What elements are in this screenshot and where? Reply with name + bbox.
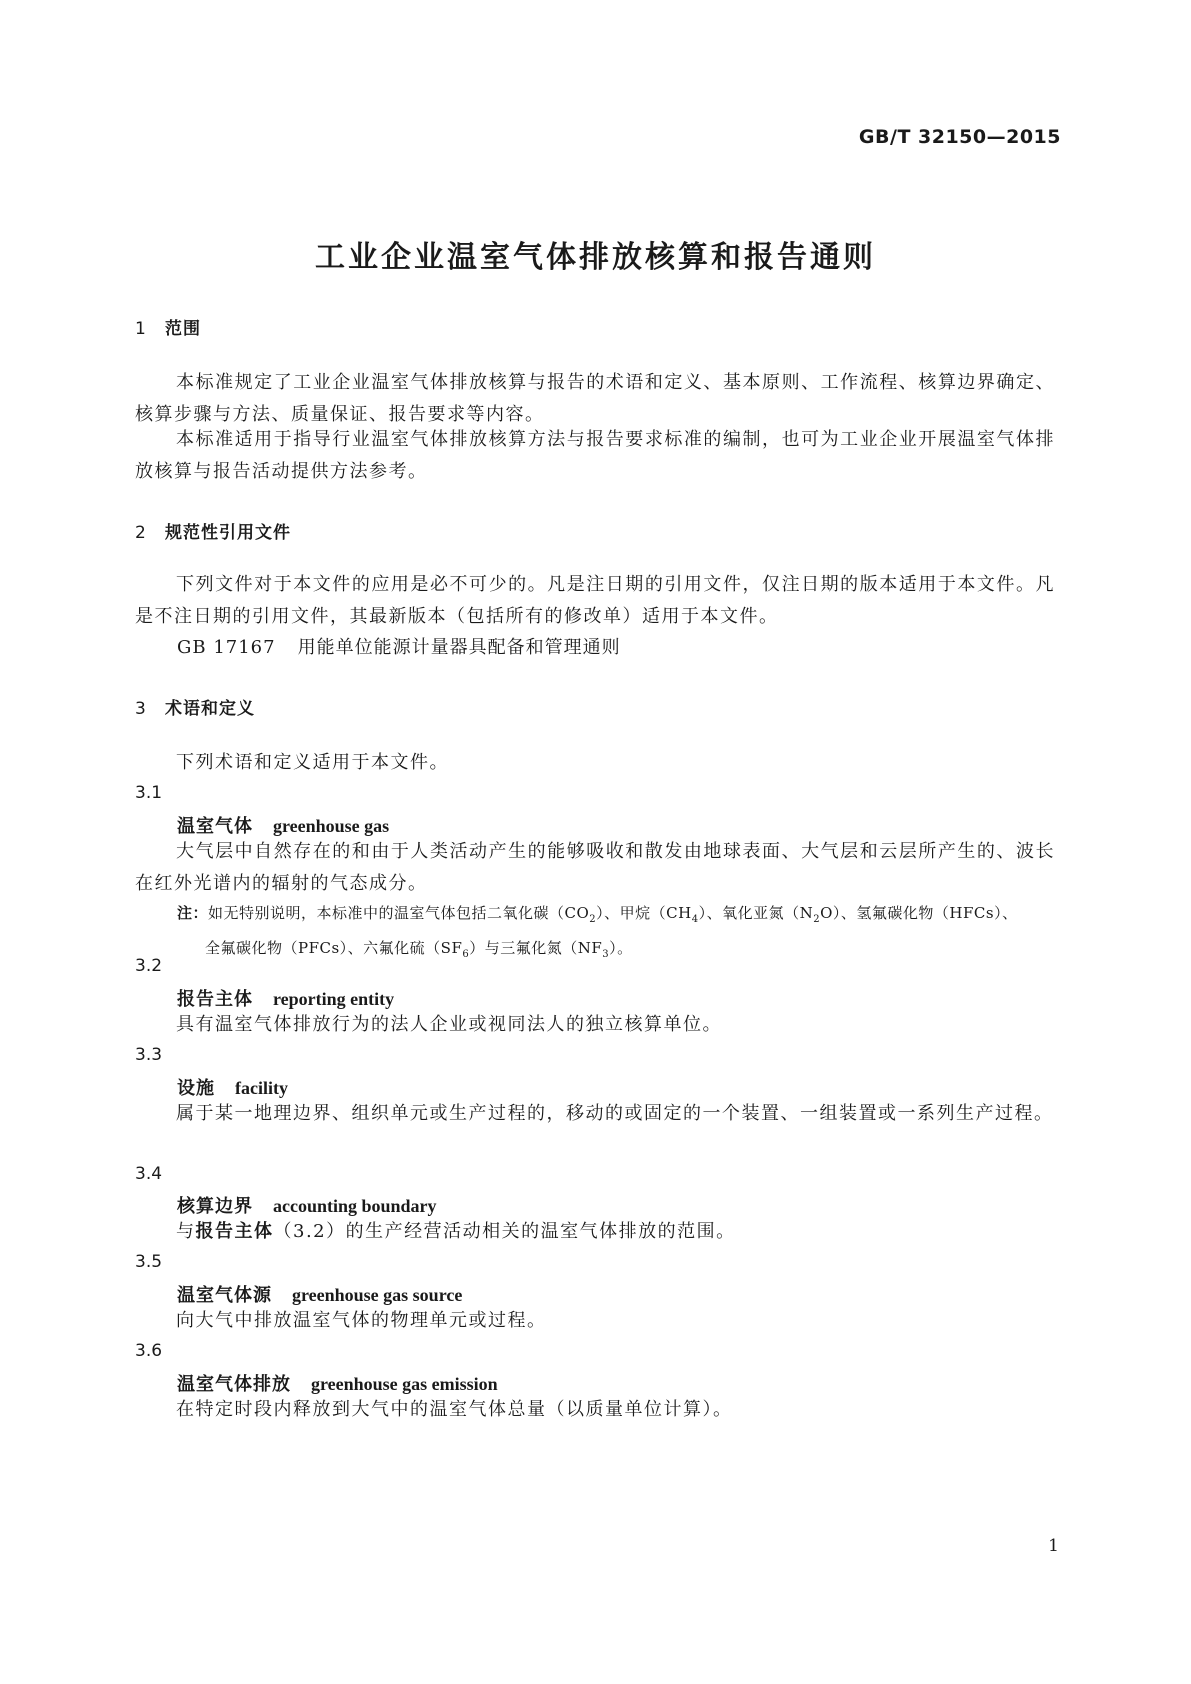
note-text: ）、氧化亚氮（N [698,904,814,922]
paragraph-text: 下列文件对于本文件的应用是必不可少的。凡是注日期的引用文件，仅注日期的版本适用于本文件。凡是不注日期的引用文件，其最新版本（包括所有的修改单）适用于本文件。 [135,574,1055,627]
term-zh: 设施 [177,1078,215,1099]
subscript: 2 [813,914,821,925]
term-en: greenhouse gas emission [311,1374,498,1394]
definition-text: （3.2）的生产经营活动相关的温室气体排放的范围。 [273,1221,736,1242]
definition-ref-term: 报告主体 [195,1221,274,1242]
page-number: 1 [1048,1536,1059,1556]
term-heading [177,1074,288,1100]
term-number: 3.6 [135,1341,163,1361]
term-en: greenhouse gas [273,816,390,836]
section-number: 2 [135,523,147,543]
term-zh: 报告主体 [177,989,253,1010]
definition-text: 与 [176,1221,196,1242]
section-heading-scope [135,314,201,339]
term-note [177,899,1057,969]
section-title: 术语和定义 [165,699,255,719]
term-heading [177,812,389,838]
section-heading-normative-references [135,518,291,543]
subscript: 4 [691,914,699,925]
note-label: 注： [177,904,209,922]
section-title: 规范性引用文件 [165,523,291,543]
note-text: ）。 [609,939,633,957]
term-en: greenhouse gas source [292,1285,463,1305]
term-heading [177,985,394,1011]
term-number: 3.1 [135,783,163,803]
definition-text: 具有温室气体排放行为的法人企业或视同法人的独立核算单位。 [176,1014,722,1035]
paragraph-text: 下列术语和定义适用于本文件。 [176,752,449,773]
note-text: 如无特别说明，本标准中的温室气体包括二氧化碳（CO [208,904,590,922]
definition-text: 向大气中排放温室气体的物理单元或过程。 [176,1310,547,1331]
term-heading [177,1192,437,1218]
paragraph-text: 本标准规定了工业企业温室气体排放核算与报告的术语和定义、基本原则、工作流程、核算边界确定、核算步骤与方法、质量保证、报告要求等内容。 [135,372,1055,425]
note-text: O）、氢氟碳化物（HFCs）、 [820,904,1018,922]
term-definition [135,1098,1055,1130]
section-number: 1 [135,319,147,339]
term-number: 3.4 [135,1164,163,1184]
definition-text: 属于某一地理边界、组织单元或生产过程的，移动的或固定的一个装置、一组装置或一系列生产过程。 [176,1103,1054,1124]
term-en: facility [235,1078,288,1098]
term-zh: 温室气体源 [177,1285,272,1306]
section-title: 范围 [165,319,201,339]
term-definition [135,1394,1055,1426]
subscript: 3 [602,949,610,960]
note-text: ）、甲烷（CH [596,904,692,922]
term-definition [135,1216,1055,1248]
reference-title: 用能单位能源计量器具配备和管理通则 [297,637,621,658]
paragraph [135,424,1055,488]
note-text: ）与三氟化氮（NF [469,939,603,957]
term-number: 3.5 [135,1252,163,1272]
term-en: accounting boundary [273,1196,437,1216]
note-text: 全氟碳化物（PFCs）、六氟化硫（SF [205,939,463,957]
definition-text: 大气层中自然存在的和由于人类活动产生的能够吸收和散发由地球表面、大气层和云层所产生的、波长在红外光谱内的辐射的气态成分。 [135,841,1055,894]
term-definition [135,836,1055,900]
standard-code: GB/T 32150—2015 [858,126,1061,148]
reference-code: GB 17167 [177,637,276,658]
reference-entry [177,633,621,659]
subscript: 2 [589,914,597,925]
definition-text: 在特定时段内释放到大气中的温室气体总量（以质量单位计算）。 [176,1399,733,1420]
section-heading-terms [135,694,255,719]
term-heading [177,1281,462,1307]
term-definition [135,1009,1055,1041]
term-zh: 温室气体 [177,816,253,837]
term-definition [135,1305,1055,1337]
paragraph-text: 本标准适用于指导行业温室气体排放核算方法与报告要求标准的编制，也可为工业企业开展温室气体排放核算与报告活动提供方法参考。 [135,429,1055,482]
paragraph [135,367,1055,431]
paragraph [135,747,1055,779]
paragraph [135,569,1055,633]
term-en: reporting entity [273,989,395,1009]
document-title: 工业企业温室气体排放核算和报告通则 [315,240,876,275]
section-number: 3 [135,699,147,719]
term-zh: 温室气体排放 [177,1374,291,1395]
term-zh: 核算边界 [177,1196,253,1217]
subscript: 6 [462,949,470,960]
term-heading [177,1370,498,1396]
term-number: 3.3 [135,1045,163,1065]
term-number: 3.2 [135,956,163,976]
